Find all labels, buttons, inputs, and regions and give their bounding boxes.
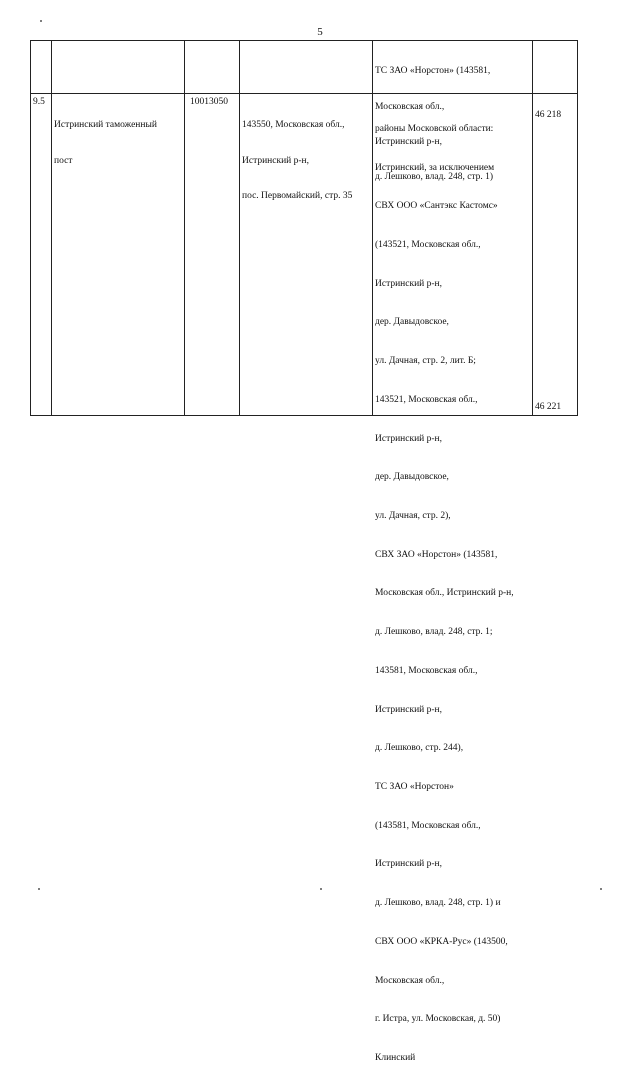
scan-speck — [320, 888, 322, 890]
region-line: Истринский, за исключением — [375, 162, 495, 173]
scan-speck — [600, 888, 602, 890]
scan-speck — [38, 888, 40, 890]
region-line: ул. Дачная, стр. 2, лит. Б; — [375, 356, 476, 367]
region-line: Клинский — [375, 1053, 416, 1064]
post-name-line: Истринский таможенный — [54, 120, 157, 131]
region-line: СВХ ООО «Сантэкс Кастомс» — [375, 201, 498, 212]
region-line: Истринский р-н, — [375, 136, 443, 147]
okato-code: 46 218 — [535, 110, 562, 120]
column-divider — [239, 40, 240, 416]
region-line: (143581, Московская обл., — [375, 820, 481, 831]
post-name-cell — [54, 97, 157, 191]
region-line: дер. Давыдовское, — [375, 317, 449, 328]
region-line: ТС ЗАО «Норстон» (143581, — [375, 66, 491, 77]
column-divider — [51, 40, 52, 416]
post-name-line: пост — [54, 155, 73, 166]
region-line: Московская обл., — [375, 101, 445, 112]
post-code: 10013050 — [190, 97, 228, 107]
scan-speck — [40, 20, 42, 22]
page-number: 5 — [317, 26, 323, 38]
region-line: ул. Дачная, стр. 2), — [375, 511, 451, 521]
okato-code: 46 221 — [535, 402, 562, 412]
region-line: Истринский р-н, — [375, 859, 443, 870]
region-line: (143521, Московская обл., — [375, 239, 481, 250]
row-divider — [30, 93, 578, 94]
region-line: районы Московской области: — [375, 123, 494, 134]
column-divider — [184, 40, 185, 416]
region-line: 143521, Московская обл., — [375, 394, 478, 405]
address-line: 143550, Московская обл., — [242, 120, 345, 131]
region-line: г. Истра, ул. Московская, д. 50) — [375, 1014, 501, 1025]
region-line: 143581, Московская обл., — [375, 665, 478, 676]
region-line: Московская обл., Истринский р-н, — [375, 588, 514, 599]
region-line: д. Лешково, влад. 248, стр. 1) и — [375, 898, 501, 909]
region-line: д. Лешково, стр. 244), — [375, 743, 464, 754]
table-border-right — [577, 40, 578, 416]
region-line: дер. Давыдовское, — [375, 472, 449, 483]
region-line: Истринский р-н, — [375, 433, 443, 444]
region-line: СВХ ООО «КРКА-Рус» (143500, — [375, 936, 508, 947]
row-number: 9.5 — [33, 97, 45, 107]
column-divider — [372, 40, 373, 416]
region-line: Истринский р-н, — [375, 704, 443, 715]
region-line: Московская обл., — [375, 975, 445, 986]
address-line: Истринский р-н, — [242, 155, 310, 166]
region-cell — [375, 97, 514, 1091]
region-line: д. Лешково, влад. 248, стр. 1; — [375, 627, 493, 638]
address-line: пос. Первомайский, стр. 35 — [242, 190, 353, 201]
region-line: ТС ЗАО «Норстон» — [375, 782, 454, 793]
region-line: СВХ ЗАО «Норстон» (143581, — [375, 549, 498, 560]
table-border-left — [30, 40, 31, 416]
customs-table — [30, 40, 578, 1064]
region-line: д. Лешково, влад. 248, стр. 1) — [375, 171, 494, 182]
column-divider — [532, 40, 533, 416]
table-border-top — [30, 40, 578, 41]
address-cell — [242, 97, 352, 226]
region-line: Истринский р-н, — [375, 278, 443, 289]
